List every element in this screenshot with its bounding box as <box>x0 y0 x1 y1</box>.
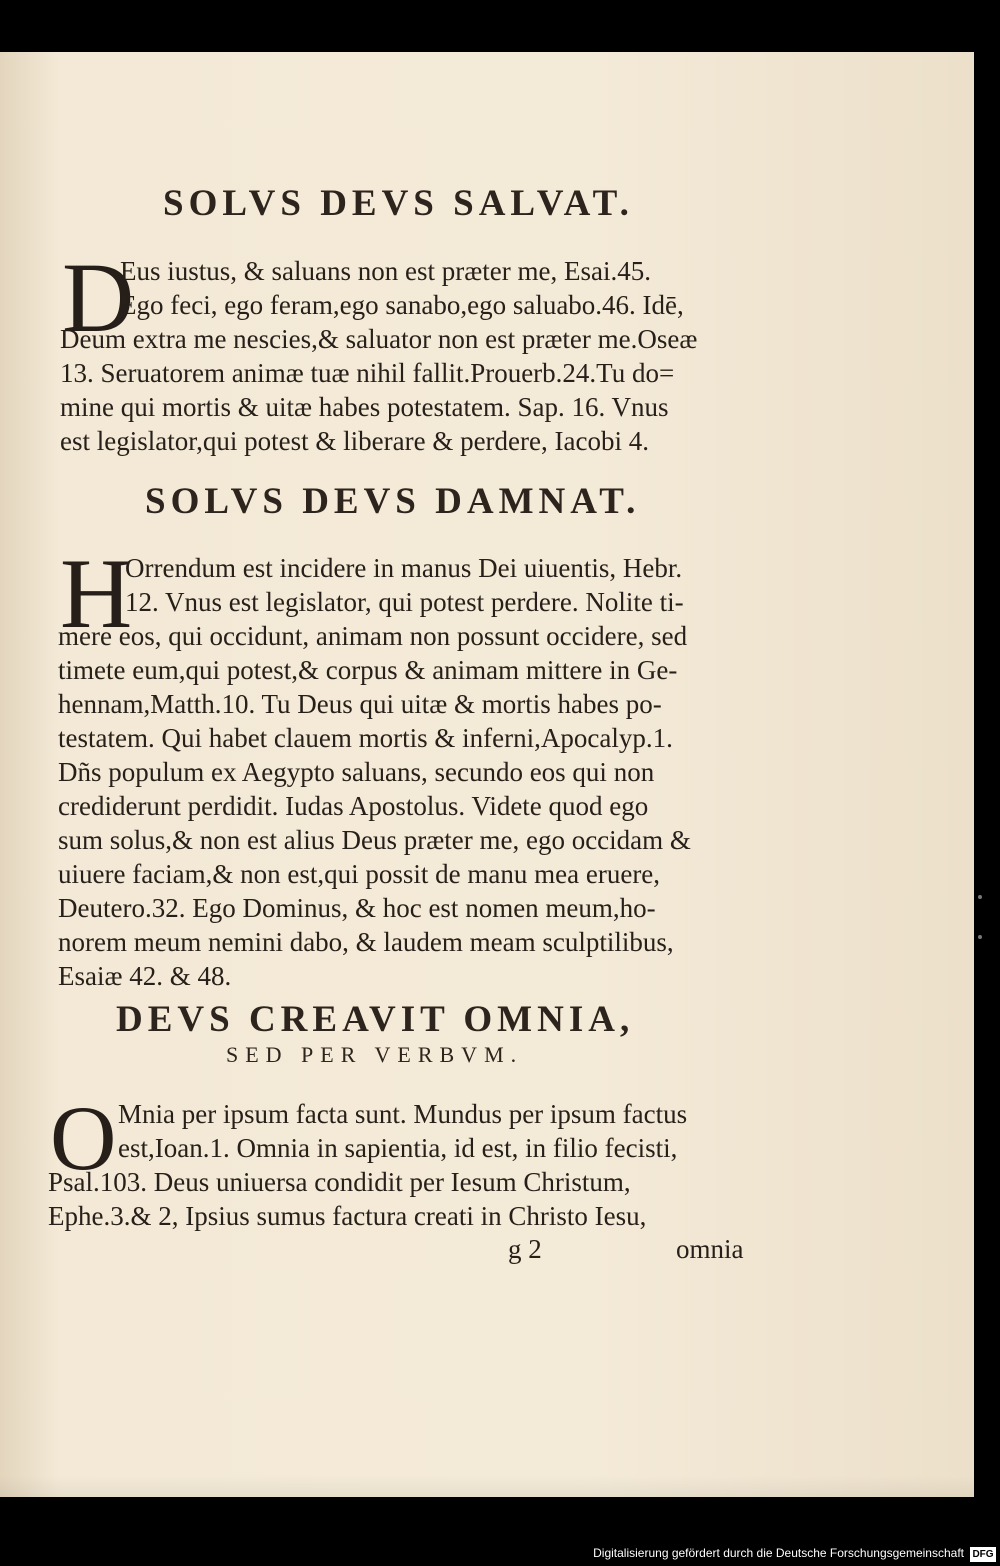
text-line: norem meum nemini dabo, & laudem meam sculptilibus, <box>58 927 674 957</box>
section-heading-1: SOLVS DEVS SALVAT. <box>163 183 634 224</box>
section-heading-3: DEVS CREAVIT OMNIA, <box>116 999 635 1040</box>
book-page <box>0 52 974 1497</box>
text-line: Ego feci, ego feram,ego sanabo,ego saluabo.46. Idē, <box>120 290 684 320</box>
digitization-credit: Digitalisierung gefördert durch die Deutsche Forschungsgemeinschaft <box>593 1546 964 1560</box>
drop-cap-d: D <box>62 242 135 353</box>
drop-cap-o: O <box>50 1087 117 1189</box>
text-line: Ephe.3.& 2, Ipsius sumus factura creati in Christo Iesu, <box>48 1201 647 1231</box>
text-line: Mnia per ipsum facta sunt. Mundus per ipsum factus <box>118 1099 688 1129</box>
section-subheading-3: SED PER VERBVM. <box>226 1042 524 1067</box>
text-line: hennam,Matth.10. Tu Deus qui uitæ & mortis habes po- <box>58 689 662 719</box>
catchword: omnia <box>676 1234 744 1264</box>
text-line: Esaiæ 42. & 48. <box>58 961 232 991</box>
text-line: 12. Vnus est legislator, qui potest perdere. Nolite ti- <box>125 587 684 617</box>
section-heading-2: SOLVS DEVS DAMNAT. <box>145 481 641 522</box>
text-line: 13. Seruatorem animæ tuæ nihil fallit.Prouerb.24.Tu do= <box>60 358 675 388</box>
text-line: Psal.103. Deus uniuersa condidit per Iesum Christum, <box>48 1167 631 1197</box>
text-line: Orrendum est incidere in manus Dei uiuentis, Hebr. <box>125 553 683 583</box>
text-line: mere eos, qui occidunt, animam non possunt occidere, sed <box>58 621 688 651</box>
text-line: Deutero.32. Ego Dominus, & hoc est nomen meum,ho- <box>58 893 656 923</box>
text-line: Dñs populum ex Aegypto saluans, secundo eos qui non <box>58 757 655 787</box>
text-line: timete eum,qui potest,& corpus & animam mittere in Ge- <box>58 655 678 685</box>
text-line: est,Ioan.1. Omnia in sapientia, id est, in filio fecisti, <box>118 1133 678 1163</box>
text-line: sum solus,& non est alius Deus præter me, ego occidam & <box>58 825 691 855</box>
text-line: est legislator,qui potest & liberare & perdere, Iacobi 4. <box>60 426 649 456</box>
text-line: mine qui mortis & uitæ habes potestatem. Sap. 16. Vnus <box>60 392 669 422</box>
dfg-logo: DFG <box>970 1547 996 1562</box>
text-line: Deum extra me nescies,& saluator non est præter me.Oseæ <box>60 324 698 354</box>
text-line: crediderunt perdidit. Iudas Apostolus. Videte quod ego <box>58 791 649 821</box>
signature-mark: g 2 <box>508 1234 542 1264</box>
text-line: uiuere faciam,& non est,qui possit de manu mea eruere, <box>58 859 661 889</box>
text-line: Eus iustus, & saluans non est præter me, Esai.45. <box>120 256 651 286</box>
drop-cap-h: H <box>60 538 133 649</box>
text-line: testatem. Qui habet clauem mortis & inferni,Apocalyp.1. <box>58 723 673 753</box>
